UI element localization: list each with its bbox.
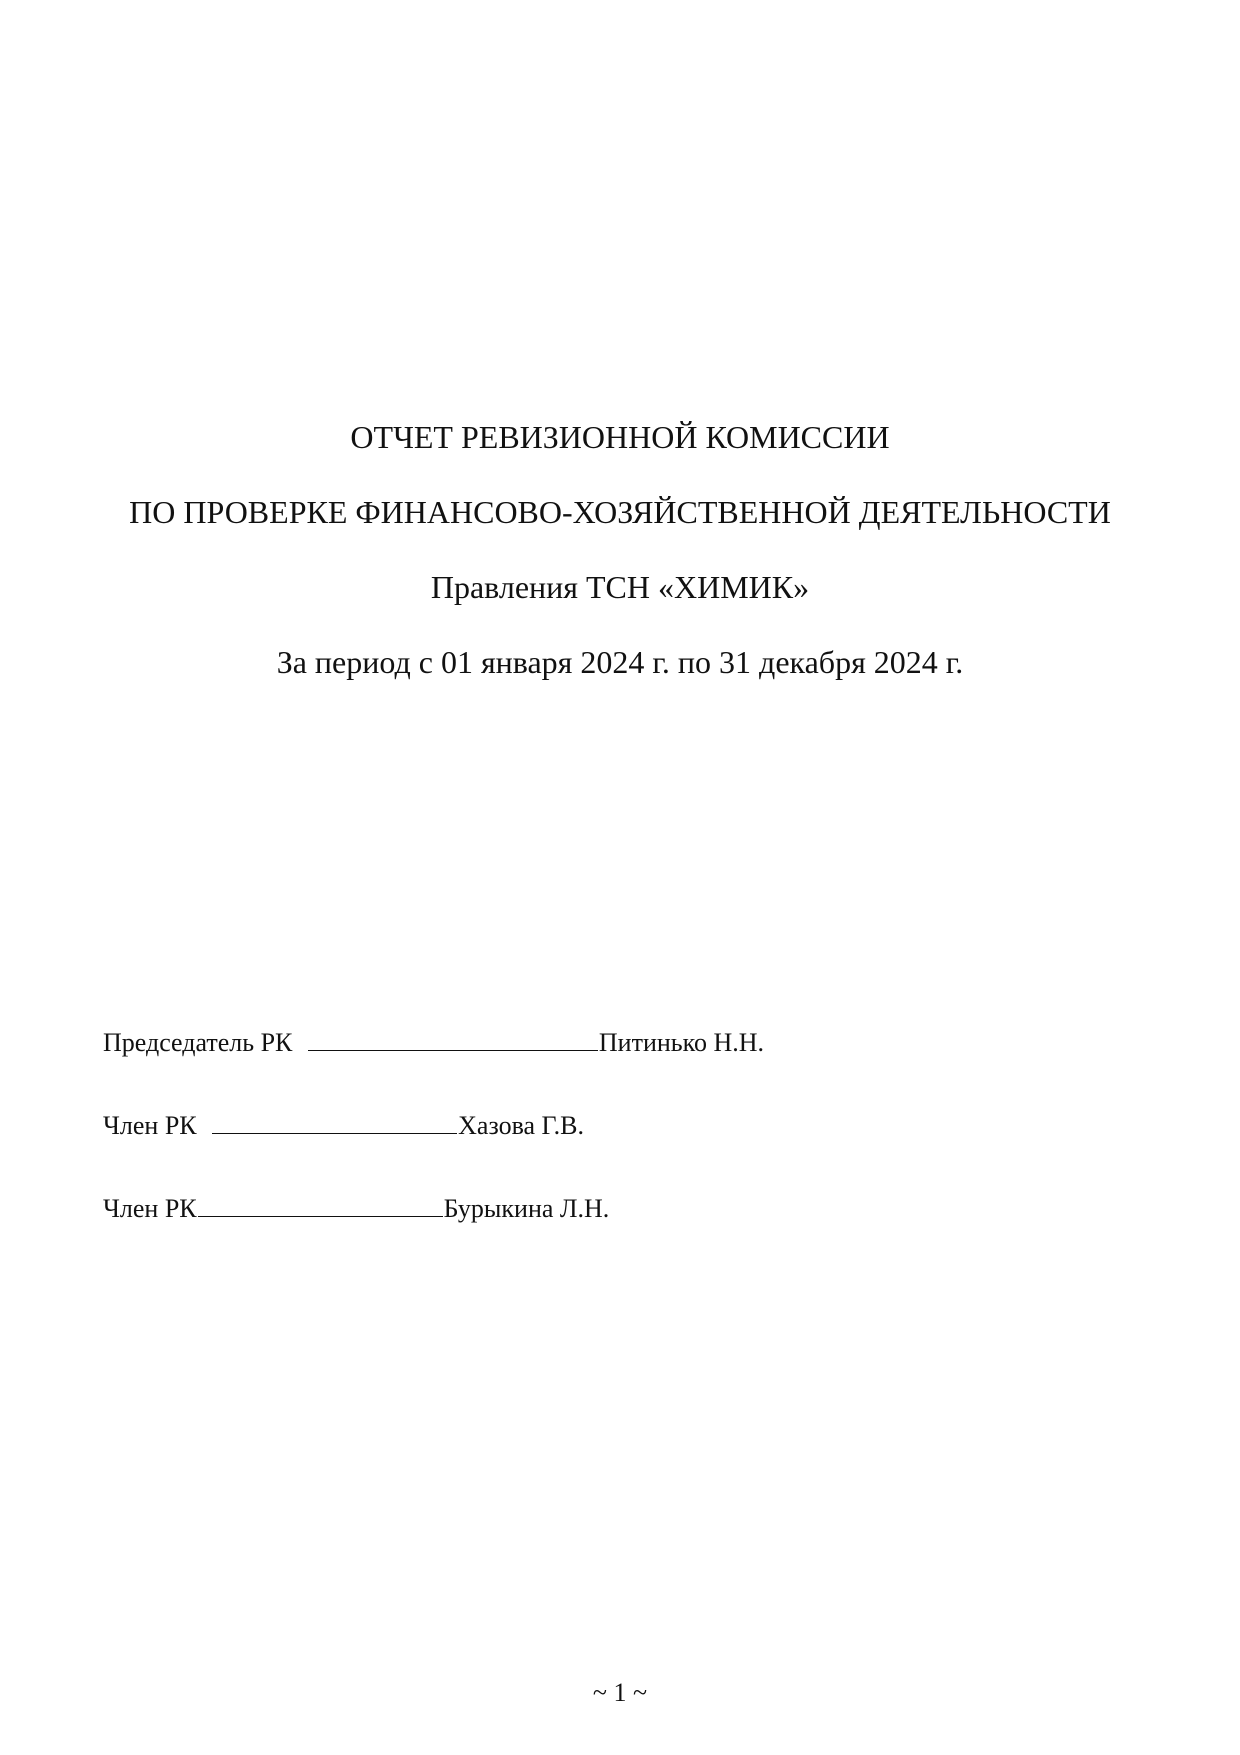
signature-row-chairman [103, 1028, 1103, 1058]
signature-row-member-2 [103, 1194, 1103, 1224]
signature-line [198, 1194, 443, 1217]
signature-line [308, 1028, 598, 1051]
signature-block [103, 1028, 1103, 1277]
page-number: ~ 1 ~ [592, 1678, 648, 1707]
signature-role: Член РК [103, 1194, 197, 1223]
title-line-3: Правления ТСН «ХИМИК» [430, 569, 810, 605]
signature-name: Питинько Н.Н. [598, 1028, 764, 1057]
title-line-4: За период с 01 января 2024 г. по 31 декабря 2024 г. [276, 644, 964, 680]
signature-line [212, 1111, 457, 1134]
report-title-block [0, 418, 1240, 718]
signature-row-member-1 [103, 1111, 1103, 1141]
signature-name: Хазова Г.В. [458, 1111, 584, 1140]
signature-role: Член РК [103, 1111, 197, 1140]
signature-name: Бурыкина Л.Н. [443, 1194, 610, 1223]
title-line-2: ПО ПРОВЕРКЕ ФИНАНСОВО-ХОЗЯЙСТВЕННОЙ ДЕЯТЕЛЬНОСТИ [129, 494, 1111, 530]
signature-role: Председатель РК [103, 1028, 293, 1057]
title-line-1: ОТЧЕТ РЕВИЗИОННОЙ КОМИССИИ [350, 419, 890, 455]
